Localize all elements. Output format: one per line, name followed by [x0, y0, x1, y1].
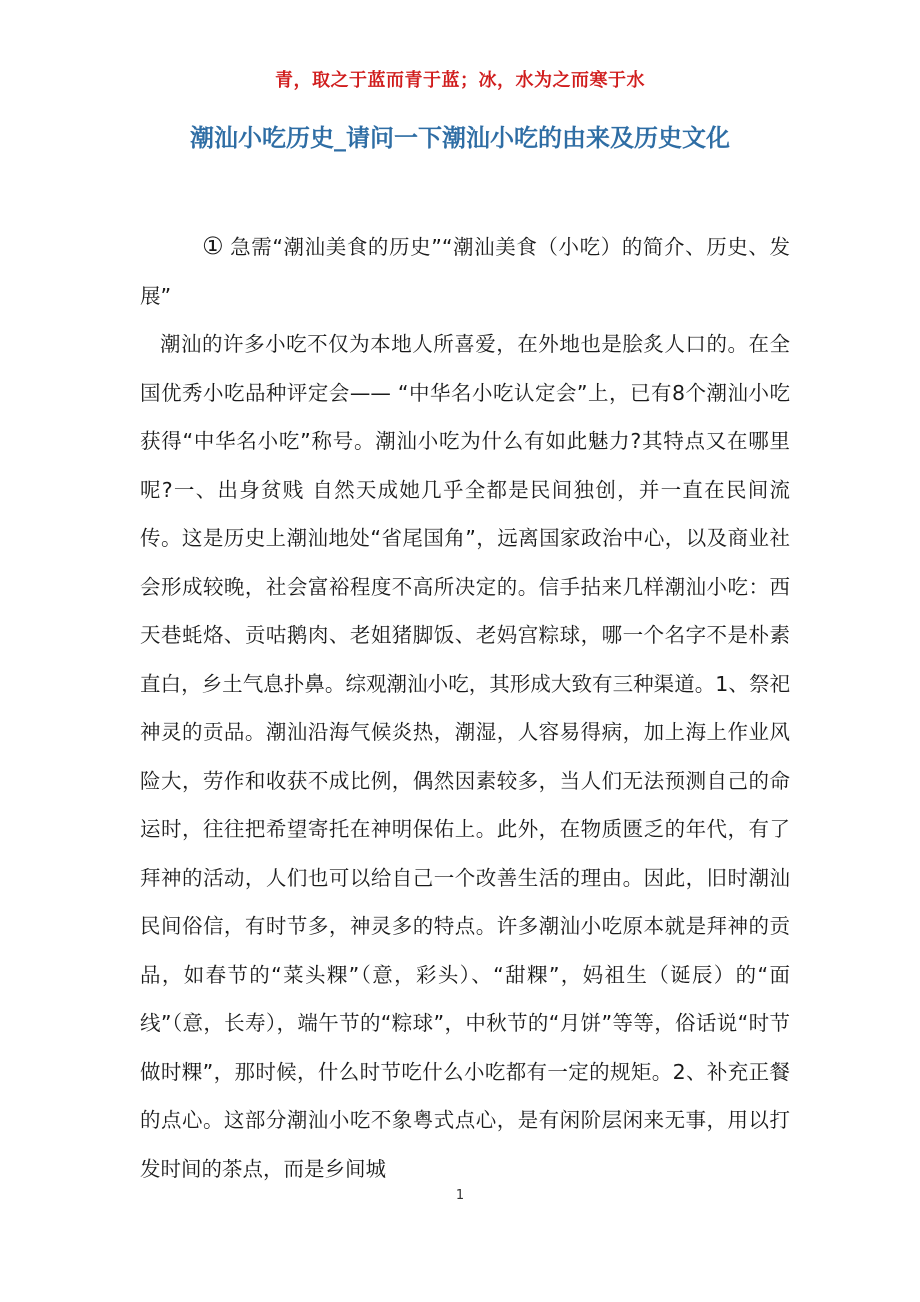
circled-number-marker: ①: [202, 232, 225, 260]
page-number: 1: [455, 1188, 465, 1203]
header-motto: 青，取之于蓝而青于蓝；冰，水为之而寒于水: [275, 70, 645, 91]
document-body: [140, 222, 790, 1193]
question-text: 急需“潮汕美食的历史”“潮汕美食（小吃）的简介、历史、发展”: [140, 235, 790, 308]
question-line: [140, 222, 790, 320]
page-title: 潮汕小吃历史_请问一下潮汕小吃的由来及历史文化: [190, 124, 730, 152]
body-paragraph: 潮汕的许多小吃不仅为本地人所喜爱，在外地也是脍炙人口的。在全国优秀小吃品种评定会—— “中华名小吃认定会”上，已有8个潮汕小吃获得“中华名小吃”称号。潮汕小吃为什么有如此魅力?其特点又在哪里呢?一、出身贫贱 自然天成她几乎全都是民间独创，并一直在民间流传。这是历史上潮汕地处“省尾国角”，远离国家政治中心，以及商业社会形成较晚，社会富裕程度不高所决定的。信手拈来几样潮汕小吃：西天巷蚝烙、贡咕鹅肉、老姐猪脚饭、老妈宫粽球，哪一个名字不是朴素直白，乡土气息扑鼻。综观潮汕小吃，其形成大致有三种渠道。1、祭祀神灵的贡品。潮汕沿海气候炎热，潮湿，人容易得病，加上海上作业风险大，劳作和收获不成比例，偶然因素较多，当人们无法预测自己的命运时，往往把希望寄托在神明保佑上。此外，在物质匮乏的年代，有了拜神的活动，人们也可以给自己一个改善生活的理由。因此，旧时潮汕民间俗信，有时节多，神灵多的特点。许多潮汕小吃原本就是拜神的贡品，如春节的“菜头粿”（意，彩头）、“甜粿”，妈祖生（诞辰）的“面线”（意，长寿），端午节的“粽球”，中秋节的“月饼”等等，俗话说“时节做时粿”，那时候，什么时节吃什么小吃都有一定的规矩。2、补充正餐的点心。这部分潮汕小吃不象粤式点心，是有闲阶层闲来无事，用以打发时间的茶点，而是乡间城: [140, 332, 790, 1181]
